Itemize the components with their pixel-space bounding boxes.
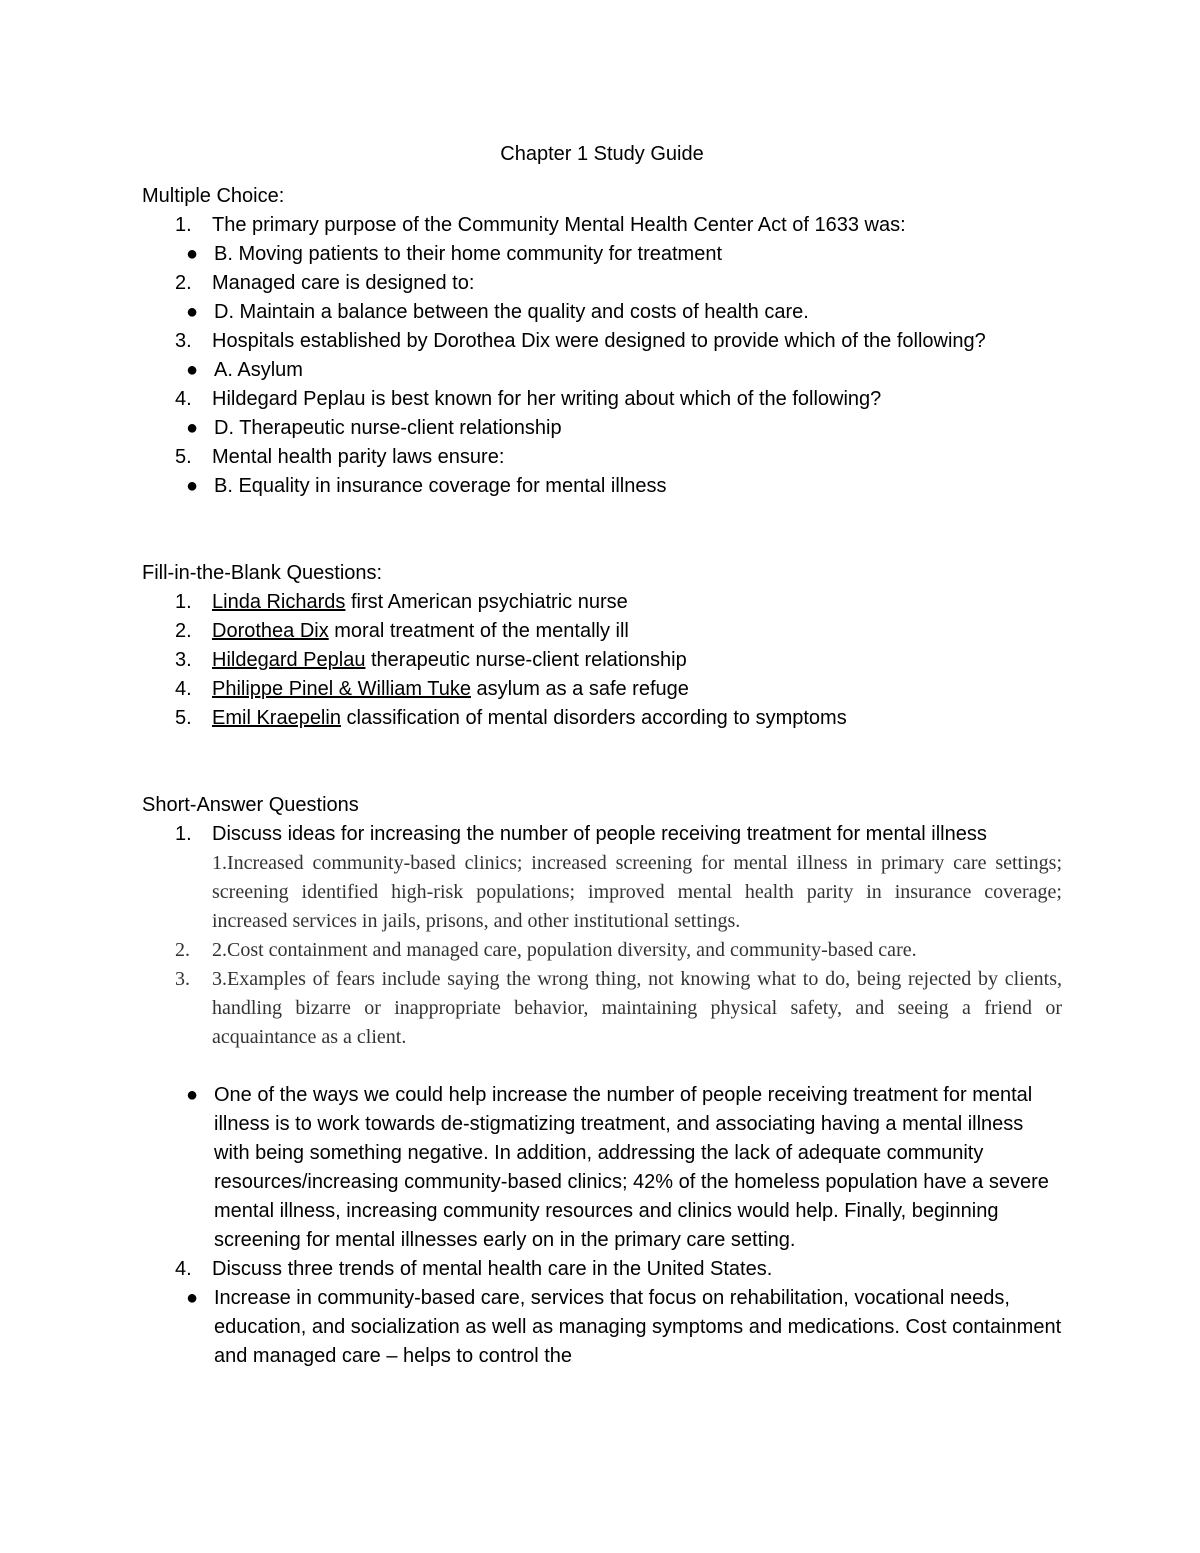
fill-in-name: Hildegard Peplau [212,649,366,671]
mc-item [142,327,1062,385]
short-answer-item [142,820,1062,936]
mc-question: Hildegard Peplau is best known for her writing about which of the following? [212,388,882,410]
multiple-choice-list [142,211,1062,501]
fill-in-text: classification of mental disorders according to symptoms [340,707,847,729]
fill-in-name: Emil Kraepelin [212,707,341,729]
fill-in-text: moral treatment of the mentally ill [328,620,629,642]
sa-number: 4. [175,1258,192,1280]
sa-answer: 1.Increased community-based clinics; increased screening for mental illness in primary care settings; screening identified high-risk populations; improved mental health parity in insurance coverage; increased services in jails, prisons, and other institutional settings. [212,852,1062,932]
short-answer-item [142,936,1062,965]
fill-in-item [142,588,1062,617]
sa-text: 2.Cost containment and managed care, population diversity, and community-based care. [212,939,917,961]
short-answer-list-continued [142,1255,1062,1371]
mc-question: The primary purpose of the Community Mental Health Center Act of 1633 was: [212,214,906,236]
fill-in-item [142,675,1062,704]
mc-question: Hospitals established by Dorothea Dix were designed to provide which of the following? [212,330,986,352]
bullet-icon: ● [186,243,199,265]
multiple-choice-heading: Multiple Choice: [142,185,285,207]
fill-in-number: 4. [175,678,192,700]
mc-answer: B. Equality in insurance coverage for mental illness [214,475,667,497]
mc-number: 3. [175,330,192,352]
fill-in-item [142,704,1062,733]
fill-in-number: 5. [175,707,192,729]
fill-in-number: 3. [175,649,192,671]
sa-question: Discuss ideas for increasing the number of people receiving treatment for mental illness [212,823,987,845]
bullet-icon: ● [186,1084,199,1106]
sa-number: 3. [175,968,190,990]
sa-answer: Increase in community-based care, services that focus on rehabilitation, vocational needs, education, and socialization as well as managing symptoms and medications. Cost containment and managed care – helps to control the [214,1287,1062,1367]
bullet-icon: ● [186,301,199,323]
mc-question: Mental health parity laws ensure: [212,446,505,468]
mc-question: Managed care is designed to: [212,272,475,294]
fill-in-name: Dorothea Dix [212,620,329,642]
mc-number: 2. [175,272,192,294]
fill-in-number: 2. [175,620,192,642]
fill-in-text: asylum as a safe refuge [471,678,689,700]
page-title: Chapter 1 Study Guide [500,143,704,165]
short-answer-item [142,965,1062,1052]
sa-bullet-text: One of the ways we could help increase the number of people receiving treatment for mental illness is to work towards de-stigmatizing treatment, and associating having a mental illness with being something negative. In addition, addressing the lack of adequate community resources/increasing community-based clinics; 42% of the homeless population have a severe mental illness, increasing community resources and clinics would help. Finally, beginning screening for mental illnesses early on in the primary care setting. [214,1084,1049,1251]
bullet-icon: ● [186,1287,199,1309]
fill-in-heading: Fill-in-the-Blank Questions: [142,562,383,584]
bullet-icon: ● [186,475,199,497]
fill-in-number: 1. [175,591,192,613]
sa-question: Discuss three trends of mental health care in the United States. [212,1258,773,1280]
mc-number: 4. [175,388,192,410]
fill-in-name: Linda Richards [212,591,346,613]
bullet-icon: ● [186,417,199,439]
fill-in-item [142,646,1062,675]
mc-answer: D. Maintain a balance between the quality and costs of health care. [214,301,809,323]
mc-item [142,269,1062,327]
fill-in-text: first American psychiatric nurse [345,591,628,613]
short-answer-bullets [142,1081,1062,1255]
mc-answer: D. Therapeutic nurse-client relationship [214,417,562,439]
short-answer-heading: Short-Answer Questions [142,794,359,816]
sa-text: 3.Examples of fears include saying the wrong thing, not knowing what to do, being rejected by clients, handling bizarre or inappropriate behavior, maintaining physical safety, and seeing a friend or acquaintance as a client. [212,968,1062,1048]
sa-number: 1. [175,823,192,845]
bullet-icon: ● [186,359,199,381]
fill-in-name: Philippe Pinel & William Tuke [212,678,471,700]
fill-in-list [142,588,1062,733]
short-answer-item [142,1255,1062,1371]
fill-in-text: therapeutic nurse-client relationship [365,649,687,671]
mc-item [142,443,1062,501]
mc-answer: A. Asylum [214,359,303,381]
document-page [142,140,1062,1371]
mc-number: 1. [175,214,192,236]
sa-number: 2. [175,939,190,961]
short-answer-list [142,820,1062,1052]
fill-in-item [142,617,1062,646]
mc-number: 5. [175,446,192,468]
mc-item [142,385,1062,443]
mc-answer: B. Moving patients to their home community for treatment [214,243,722,265]
list-item [142,1081,1062,1255]
mc-item [142,211,1062,269]
